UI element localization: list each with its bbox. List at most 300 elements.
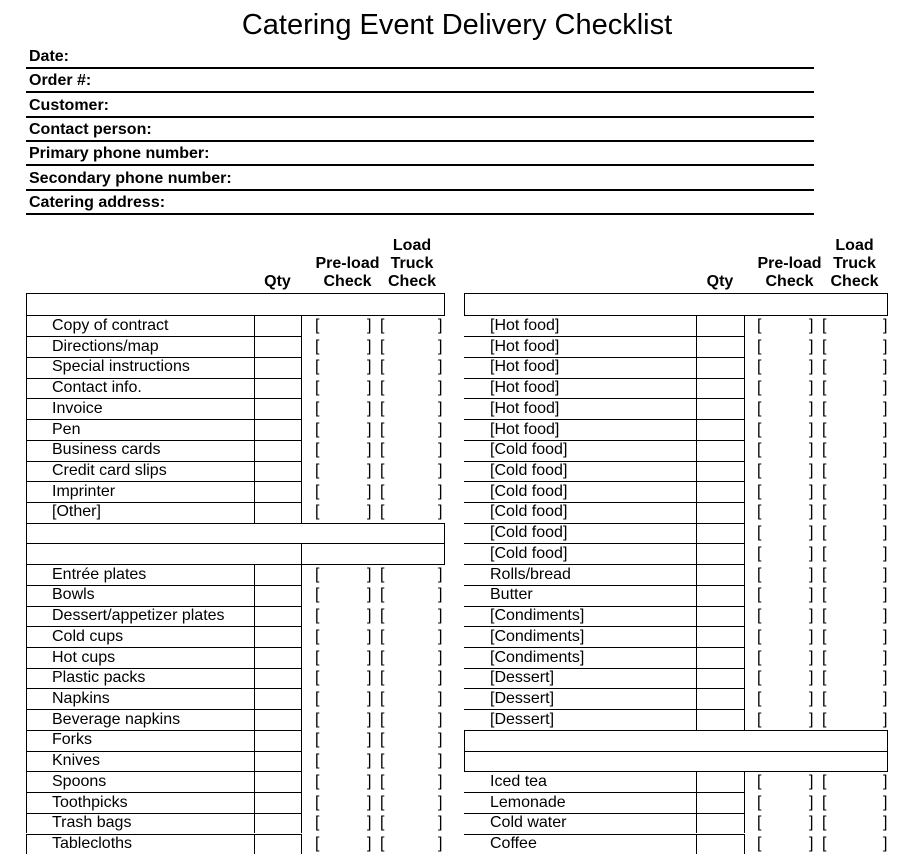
left-preload-checkbox[interactable]: [: [315, 585, 319, 606]
left-preload-checkbox[interactable]: [: [315, 627, 319, 648]
left-preload-checkbox[interactable]: [: [315, 482, 319, 503]
left-truck-checkbox: ]: [438, 337, 442, 358]
column-line: [444, 543, 445, 564]
column-line: [26, 585, 27, 606]
left-preload-checkbox[interactable]: [: [315, 461, 319, 482]
left-preload-checkbox: ]: [367, 378, 371, 399]
left-qty-cell[interactable]: [255, 835, 301, 855]
left-preload-checkbox[interactable]: [: [315, 648, 319, 669]
header-field-3[interactable]: [26, 118, 814, 142]
right-qty-cell[interactable]: [697, 710, 744, 731]
right-truck-checkbox[interactable]: [: [822, 482, 826, 503]
left-item-name: Imprinter: [52, 482, 115, 503]
column-line: [887, 751, 888, 772]
column-line: [744, 709, 745, 730]
right-item-name: Lemonade: [490, 793, 566, 814]
right-truck-checkbox: ]: [883, 461, 887, 482]
left-truck-checkbox[interactable]: [: [380, 772, 384, 793]
right-qty-cell[interactable]: [697, 503, 744, 524]
right-preload-checkbox[interactable]: [: [757, 813, 761, 834]
column-line: [301, 419, 302, 440]
right-item-name: [Cold food]: [490, 502, 567, 523]
right-item-name: [Hot food]: [490, 316, 559, 337]
left-truck-checkbox: ]: [438, 668, 442, 689]
left-truck-checkbox[interactable]: [: [380, 585, 384, 606]
right-item-name: [Condiments]: [490, 627, 584, 648]
left-truck-checkbox[interactable]: [: [380, 482, 384, 503]
right-qty-cell[interactable]: [697, 379, 744, 400]
left-truck-checkbox: ]: [438, 482, 442, 503]
right-truck-checkbox: ]: [883, 502, 887, 523]
left-item-name: Invoice: [52, 399, 103, 420]
right-preload-checkbox[interactable]: [: [757, 565, 761, 586]
column-line: [887, 730, 888, 751]
header-field-label: Date:: [29, 48, 69, 66]
right-truck-checkbox[interactable]: [: [822, 544, 826, 565]
header-field-2[interactable]: [26, 94, 814, 118]
left-item-name: Knives: [52, 751, 100, 772]
right-item-name: [Hot food]: [490, 357, 559, 378]
right-truck-checkbox[interactable]: [: [822, 793, 826, 814]
left-item-name: Tablecloths: [52, 834, 132, 855]
column-line: [301, 502, 302, 523]
right-truck-checkbox[interactable]: [: [822, 357, 826, 378]
left-truck-checkbox[interactable]: [: [380, 461, 384, 482]
left-item-name: Business cards: [52, 440, 161, 461]
right-preload-checkbox[interactable]: [: [757, 482, 761, 503]
column-line: [464, 730, 465, 751]
right-preload-checkbox[interactable]: [: [757, 793, 761, 814]
left-truck-checkbox[interactable]: [: [380, 751, 384, 772]
column-line: [301, 398, 302, 419]
left-truck-checkbox[interactable]: [: [380, 813, 384, 834]
left-preload-heading: [307, 255, 388, 291]
heading-line: Check: [820, 273, 889, 291]
header-field-label: Contact person:: [29, 121, 152, 139]
left-truck-checkbox: ]: [438, 399, 442, 420]
column-line: [26, 668, 27, 689]
right-truck-checkbox[interactable]: [: [822, 461, 826, 482]
header-field-4[interactable]: [26, 142, 814, 166]
right-qty-cell[interactable]: [697, 524, 744, 545]
right-truck-checkbox[interactable]: [: [822, 772, 826, 793]
right-preload-checkbox: ]: [809, 648, 813, 669]
right-qty-cell[interactable]: [697, 441, 744, 462]
right-preload-checkbox[interactable]: [: [757, 606, 761, 627]
right-truck-checkbox[interactable]: [: [822, 420, 826, 441]
left-qty-cell[interactable]: [255, 337, 301, 358]
header-field-label: Primary phone number:: [29, 145, 209, 163]
left-preload-checkbox: ]: [367, 648, 371, 669]
column-line: [744, 668, 745, 689]
left-truck-checkbox[interactable]: [: [380, 316, 384, 337]
column-line: [744, 626, 745, 647]
column-line: [301, 481, 302, 502]
column-line: [26, 626, 27, 647]
left-preload-checkbox[interactable]: [: [315, 668, 319, 689]
left-preload-checkbox[interactable]: [: [315, 378, 319, 399]
left-qty-cell[interactable]: [255, 379, 301, 400]
left-item-name: Pen: [52, 420, 80, 441]
column-line: [744, 357, 745, 378]
right-preload-checkbox[interactable]: [: [757, 399, 761, 420]
left-qty-cell[interactable]: [255, 793, 301, 814]
left-qty-cell[interactable]: [255, 627, 301, 648]
left-truck-checkbox: ]: [438, 420, 442, 441]
right-preload-checkbox[interactable]: [: [757, 378, 761, 399]
right-preload-checkbox[interactable]: [: [757, 710, 761, 731]
left-truck-checkbox[interactable]: [: [380, 565, 384, 586]
left-truck-checkbox: ]: [438, 793, 442, 814]
right-truck-checkbox[interactable]: [: [822, 399, 826, 420]
right-truck-checkbox[interactable]: [: [822, 834, 826, 855]
right-qty-cell[interactable]: [697, 648, 744, 669]
left-truck-checkbox: ]: [438, 710, 442, 731]
right-truck-checkbox[interactable]: [: [822, 710, 826, 731]
column-line: [301, 792, 302, 813]
right-truck-checkbox[interactable]: [: [822, 378, 826, 399]
column-line: [26, 316, 27, 337]
right-truck-checkbox[interactable]: [: [822, 523, 826, 544]
column-line: [301, 440, 302, 461]
left-qty-cell[interactable]: [255, 441, 301, 462]
right-preload-checkbox[interactable]: [: [757, 440, 761, 461]
right-preload-checkbox: ]: [809, 544, 813, 565]
left-item-name: Entrée plates: [52, 565, 146, 586]
right-truck-checkbox: ]: [883, 585, 887, 606]
left-truck-checkbox[interactable]: [: [380, 606, 384, 627]
left-preload-checkbox[interactable]: [: [315, 399, 319, 420]
left-qty-cell[interactable]: [255, 565, 301, 586]
left-preload-checkbox[interactable]: [: [315, 813, 319, 834]
column-line: [301, 834, 302, 855]
left-truck-checkbox[interactable]: [: [380, 668, 384, 689]
column-line: [26, 378, 27, 399]
right-qty-cell[interactable]: [697, 607, 744, 628]
left-qty-cell[interactable]: [255, 399, 301, 420]
left-truck-checkbox[interactable]: [: [380, 834, 384, 855]
column-line: [26, 813, 27, 834]
column-line: [301, 336, 302, 357]
left-qty-cell[interactable]: [255, 420, 301, 441]
left-truck-checkbox: ]: [438, 772, 442, 793]
column-line: [26, 792, 27, 813]
left-item-name: Trash bags: [52, 813, 131, 834]
right-preload-checkbox: ]: [809, 585, 813, 606]
right-qty-cell[interactable]: [697, 420, 744, 441]
column-line: [26, 523, 27, 544]
right-truck-checkbox[interactable]: [: [822, 648, 826, 669]
column-line: [744, 606, 745, 627]
left-qty-cell[interactable]: [255, 607, 301, 628]
left-truck-checkbox: ]: [438, 689, 442, 710]
left-truck-checkbox[interactable]: [: [380, 399, 384, 420]
right-truck-checkbox[interactable]: [: [822, 813, 826, 834]
right-preload-checkbox[interactable]: [: [757, 627, 761, 648]
column-line: [744, 378, 745, 399]
header-field-label: Secondary phone number:: [29, 170, 232, 188]
right-qty-cell[interactable]: [697, 317, 744, 338]
left-preload-checkbox: ]: [367, 420, 371, 441]
left-qty-cell[interactable]: [255, 752, 301, 773]
column-line: [444, 523, 445, 544]
right-preload-checkbox[interactable]: [: [757, 544, 761, 565]
left-truck-checkbox[interactable]: [: [380, 357, 384, 378]
left-qty-cell[interactable]: [255, 814, 301, 835]
right-truck-checkbox: ]: [883, 357, 887, 378]
right-preload-checkbox: ]: [809, 440, 813, 461]
right-qty-cell[interactable]: [697, 565, 744, 586]
left-qty-cell[interactable]: [255, 462, 301, 483]
right-truck-checkbox[interactable]: [: [822, 337, 826, 358]
right-truck-checkbox: ]: [883, 668, 887, 689]
left-truck-checkbox[interactable]: [: [380, 730, 384, 751]
left-preload-checkbox[interactable]: [: [315, 710, 319, 731]
right-preload-checkbox: ]: [809, 834, 813, 855]
right-truck-checkbox: ]: [883, 399, 887, 420]
right-truck-checkbox: ]: [883, 440, 887, 461]
column-line: [301, 543, 302, 564]
right-preload-checkbox: ]: [809, 689, 813, 710]
right-truck-checkbox[interactable]: [: [822, 627, 826, 648]
right-item-name: [Cold food]: [490, 523, 567, 544]
column-line: [744, 419, 745, 440]
left-truck-checkbox[interactable]: [: [380, 648, 384, 669]
right-item-name: [Cold food]: [490, 440, 567, 461]
left-preload-checkbox[interactable]: [: [315, 772, 319, 793]
left-item-name: Special instructions: [52, 357, 190, 378]
left-truck-checkbox[interactable]: [: [380, 627, 384, 648]
left-truck-heading: [378, 237, 446, 291]
right-item-name: [Hot food]: [490, 420, 559, 441]
right-truck-checkbox[interactable]: [: [822, 502, 826, 523]
left-truck-checkbox[interactable]: [: [380, 378, 384, 399]
left-preload-checkbox: ]: [367, 793, 371, 814]
right-qty-cell[interactable]: [697, 772, 744, 793]
column-line: [301, 668, 302, 689]
left-truck-checkbox: ]: [438, 502, 442, 523]
column-line: [301, 688, 302, 709]
right-item-name: [Cold food]: [490, 544, 567, 565]
left-truck-checkbox: ]: [438, 648, 442, 669]
left-preload-checkbox: ]: [367, 357, 371, 378]
right-preload-checkbox: ]: [809, 316, 813, 337]
right-preload-checkbox: ]: [809, 420, 813, 441]
column-line: [744, 523, 745, 544]
left-truck-checkbox[interactable]: [: [380, 689, 384, 710]
right-preload-checkbox[interactable]: [: [757, 502, 761, 523]
column-line: [26, 440, 27, 461]
left-item-name: Hot cups: [52, 648, 115, 669]
right-preload-checkbox[interactable]: [: [757, 834, 761, 855]
right-preload-checkbox: ]: [809, 565, 813, 586]
right-qty-cell[interactable]: [697, 669, 744, 690]
page-title: Catering Event Delivery Checklist: [0, 6, 914, 44]
left-truck-checkbox[interactable]: [: [380, 420, 384, 441]
left-preload-checkbox[interactable]: [: [315, 420, 319, 441]
left-truck-checkbox: ]: [438, 357, 442, 378]
right-qty-cell[interactable]: [697, 358, 744, 379]
right-truck-heading: [820, 237, 889, 291]
left-preload-checkbox[interactable]: [: [315, 565, 319, 586]
header-field-label: Catering address:: [29, 194, 165, 212]
right-preload-checkbox[interactable]: [: [757, 689, 761, 710]
left-qty-cell[interactable]: [255, 358, 301, 379]
column-line: [464, 751, 465, 772]
left-item-name: Credit card slips: [52, 461, 167, 482]
right-qty-cell[interactable]: [697, 482, 744, 503]
left-qty-cell[interactable]: [255, 772, 301, 793]
left-qty-cell[interactable]: [255, 669, 301, 690]
right-item-name: Butter: [490, 585, 533, 606]
left-preload-checkbox: ]: [367, 399, 371, 420]
left-qty-cell[interactable]: [255, 503, 301, 524]
right-preload-checkbox: ]: [809, 523, 813, 544]
left-item-name: Copy of contract: [52, 316, 169, 337]
column-line: [744, 792, 745, 813]
right-preload-checkbox[interactable]: [: [757, 316, 761, 337]
column-line: [26, 647, 27, 668]
right-preload-checkbox[interactable]: [: [757, 648, 761, 669]
left-preload-checkbox[interactable]: [: [315, 751, 319, 772]
heading-line: Pre-load: [749, 255, 830, 273]
right-preload-checkbox[interactable]: [: [757, 357, 761, 378]
header-field-5[interactable]: [26, 167, 814, 191]
left-preload-checkbox[interactable]: [: [315, 689, 319, 710]
column-line: [301, 647, 302, 668]
heading-line: Load: [820, 237, 889, 255]
column-line: [26, 336, 27, 357]
right-qty-cell[interactable]: [697, 586, 744, 607]
right-item-name: [Condiments]: [490, 648, 584, 669]
column-line: [26, 771, 27, 792]
right-truck-checkbox[interactable]: [: [822, 585, 826, 606]
right-preload-checkbox: ]: [809, 482, 813, 503]
right-truck-checkbox[interactable]: [: [822, 606, 826, 627]
right-qty-cell[interactable]: [697, 337, 744, 358]
right-qty-cell[interactable]: [697, 689, 744, 710]
left-preload-checkbox[interactable]: [: [315, 606, 319, 627]
right-truck-checkbox: ]: [883, 420, 887, 441]
left-qty-cell[interactable]: [255, 586, 301, 607]
left-preload-checkbox: ]: [367, 772, 371, 793]
left-qty-cell[interactable]: [255, 689, 301, 710]
left-item-name: Plastic packs: [52, 668, 145, 689]
right-preload-checkbox[interactable]: [: [757, 461, 761, 482]
left-item-name: [Other]: [52, 502, 101, 523]
left-truck-checkbox: ]: [438, 627, 442, 648]
right-truck-checkbox: ]: [883, 337, 887, 358]
left-preload-checkbox[interactable]: [: [315, 357, 319, 378]
column-line: [744, 502, 745, 523]
right-qty-cell[interactable]: [697, 399, 744, 420]
header-field-0[interactable]: [26, 45, 814, 69]
left-qty-cell[interactable]: [255, 482, 301, 503]
column-line: [301, 751, 302, 772]
left-truck-checkbox[interactable]: [: [380, 440, 384, 461]
header-field-label: Customer:: [29, 97, 109, 115]
column-line: [26, 293, 27, 315]
left-qty-cell[interactable]: [255, 710, 301, 731]
right-preload-checkbox[interactable]: [: [757, 772, 761, 793]
left-preload-checkbox[interactable]: [: [315, 337, 319, 358]
right-qty-cell[interactable]: [697, 835, 744, 855]
column-line: [444, 293, 445, 315]
right-truck-checkbox[interactable]: [: [822, 565, 826, 586]
column-line: [26, 688, 27, 709]
column-line: [301, 813, 302, 834]
right-truck-checkbox[interactable]: [: [822, 440, 826, 461]
left-truck-checkbox: ]: [438, 440, 442, 461]
right-preload-checkbox[interactable]: [: [757, 420, 761, 441]
column-line: [301, 316, 302, 337]
left-preload-checkbox: ]: [367, 606, 371, 627]
right-preload-checkbox[interactable]: [: [757, 337, 761, 358]
left-preload-checkbox: ]: [367, 337, 371, 358]
right-preload-checkbox[interactable]: [: [757, 585, 761, 606]
column-line: [26, 357, 27, 378]
right-qty-cell[interactable]: [697, 544, 744, 565]
right-preload-checkbox: ]: [809, 668, 813, 689]
right-qty-cell[interactable]: [697, 627, 744, 648]
right-item-name: [Dessert]: [490, 689, 554, 710]
left-qty-cell[interactable]: [255, 648, 301, 669]
right-preload-checkbox[interactable]: [: [757, 668, 761, 689]
left-qty-cell[interactable]: [255, 731, 301, 752]
heading-line: Load: [378, 237, 446, 255]
left-preload-checkbox[interactable]: [: [315, 502, 319, 523]
left-preload-checkbox[interactable]: [: [315, 834, 319, 855]
header-field-1[interactable]: [26, 69, 814, 93]
right-truck-checkbox: ]: [883, 648, 887, 669]
right-preload-checkbox[interactable]: [: [757, 523, 761, 544]
column-line: [26, 461, 27, 482]
column-line: [301, 564, 302, 585]
right-preload-checkbox: ]: [809, 357, 813, 378]
left-preload-checkbox[interactable]: [: [315, 440, 319, 461]
right-preload-checkbox: ]: [809, 772, 813, 793]
left-preload-checkbox[interactable]: [: [315, 793, 319, 814]
right-item-name: Iced tea: [490, 772, 547, 793]
right-qty-cell[interactable]: [697, 814, 744, 835]
right-truck-checkbox: ]: [883, 772, 887, 793]
header-field-6[interactable]: [26, 191, 814, 215]
left-truck-checkbox[interactable]: [: [380, 502, 384, 523]
left-truck-checkbox: ]: [438, 730, 442, 751]
column-line: [744, 398, 745, 419]
left-preload-checkbox[interactable]: [: [315, 730, 319, 751]
left-preload-checkbox: ]: [367, 482, 371, 503]
right-truck-checkbox[interactable]: [: [822, 316, 826, 337]
left-item-name: Forks: [52, 730, 92, 751]
left-qty-cell[interactable]: [255, 317, 301, 338]
right-item-name: Rolls/bread: [490, 565, 571, 586]
left-truck-checkbox[interactable]: [: [380, 337, 384, 358]
left-truck-checkbox[interactable]: [: [380, 710, 384, 731]
left-preload-checkbox[interactable]: [: [315, 316, 319, 337]
left-qty-heading: Qty: [250, 273, 305, 291]
heading-line: Pre-load: [307, 255, 388, 273]
column-line: [744, 647, 745, 668]
left-truck-checkbox[interactable]: [: [380, 793, 384, 814]
right-qty-cell[interactable]: [697, 793, 744, 814]
right-truck-checkbox: ]: [883, 565, 887, 586]
right-truck-checkbox[interactable]: [: [822, 689, 826, 710]
right-truck-checkbox[interactable]: [: [822, 668, 826, 689]
right-qty-cell[interactable]: [697, 462, 744, 483]
right-truck-checkbox: ]: [883, 378, 887, 399]
column-line: [26, 564, 27, 585]
